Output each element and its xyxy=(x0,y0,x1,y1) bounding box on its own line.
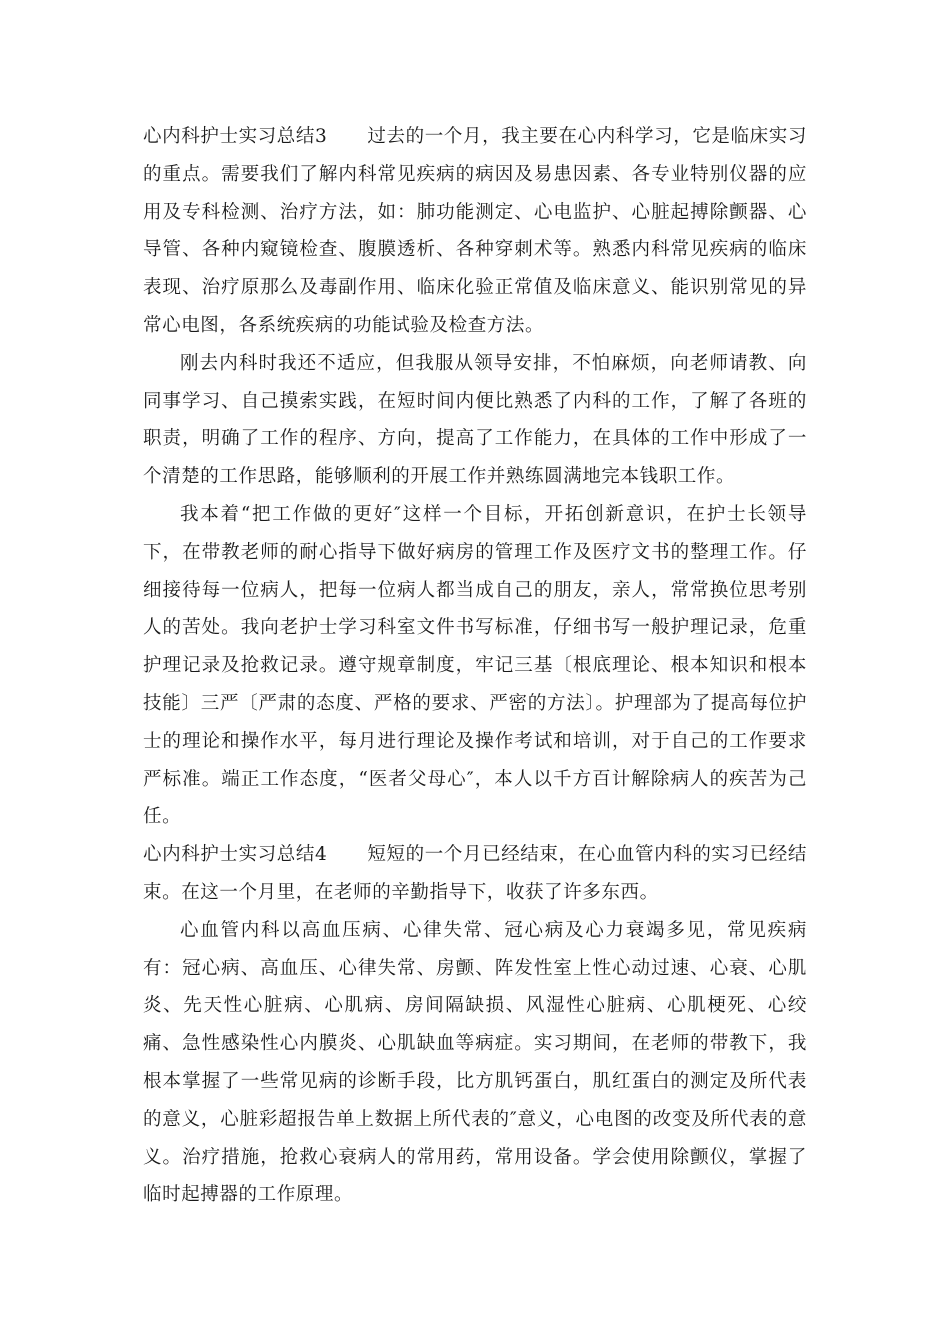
document-body xyxy=(143,118,807,1214)
section-3-paragraph-1: 刚去内科时我还不适应，但我服从领导安排，不怕麻烦，向老师请教、向同事学习、自己摸索实践，在短时间内便比熟悉了内科的工作，了解了各班的职责，明确了工作的程序、方向，提高了工作能力，在具体的工作中形成了一个清楚的工作思路，能够顺利的开展工作并熟练圆满地完本钱职工作。 xyxy=(143,352,807,488)
section-3-lead-paragraph xyxy=(143,118,807,345)
section-4-paragraph-1: 心血管内科以高血压病、心律失常、冠心病及心力衰竭多见，常见疾病有：冠心病、高血压、心律失常、房颤、阵发性室上性心动过速、心衰、心肌炎、先天性心脏病、心肌病、房间隔缺损、风湿性心脏病、心肌梗死、心绞痛、急性感染性心内膜炎、心肌缺血等病症。实习期间，在老师的带教下，我根本掌握了一些常见病的诊断手段，比方肌钙蛋白，肌红蛋白的测定及所代表的意义，心脏彩超报告单上数据上所代表的″意义，心电图的改变及所代表的意义。治疗措施，抢救心衰病人的常用药，常用设备。学会使用除颤仪，掌握了临时起搏器的工作原理。 xyxy=(143,919,807,1206)
section-4-lead-paragraph xyxy=(143,836,807,912)
section-3-lead-text: 过去的一个月，我主要在心内科学习，它是临床实习的重点。需要我们了解内科常见疾病的病因及易患因素、各专业特别仪器的应用及专科检测、治疗方法，如：肺功能测定、心电监护、心脏起搏除颤器、心导管、各种内窥镜检查、腹膜透析、各种穿刺术等。熟悉内科常见疾病的临床表现、治疗原那么及毒副作用、临床化验正常值及临床意义、能识别常见的异常心电图，各系统疾病的功能试验及检查方法。 xyxy=(143,126,807,336)
section-4-lead-text: 短短的一个月已经结束，在心血管内科的实习已经结束。在这一个月里，在老师的辛勤指导下，收获了许多东西。 xyxy=(143,844,807,903)
section-3-paragraph-2: 我本着“把工作做的更好″这样一个目标，开拓创新意识，在护士长领导下，在带教老师的耐心指导下做好病房的管理工作及医疗文书的整理工作。仔细接待每一位病人，把每一位病人都当成自己的朋友，亲人，常常换位思考别人的苦处。我向老护士学习科室文件书写标准，仔细书写一般护理记录，危重护理记录及抢救记录。遵守规章制度，牢记三基〔根底理论、根本知识和根本技能〕三严〔严肃的态度、严格的要求、严密的方法〕。护理部为了提高每位护士的理论和操作水平，每月进行理论及操作考试和培训，对于自己的工作要求严标准。端正工作态度，“医者父母心″，本人以千方百计解除病人的疾苦为己任。 xyxy=(143,503,807,828)
section-3-heading: 心内科护士实习总结3 xyxy=(143,126,328,147)
section-4-heading: 心内科护士实习总结4 xyxy=(143,844,328,866)
